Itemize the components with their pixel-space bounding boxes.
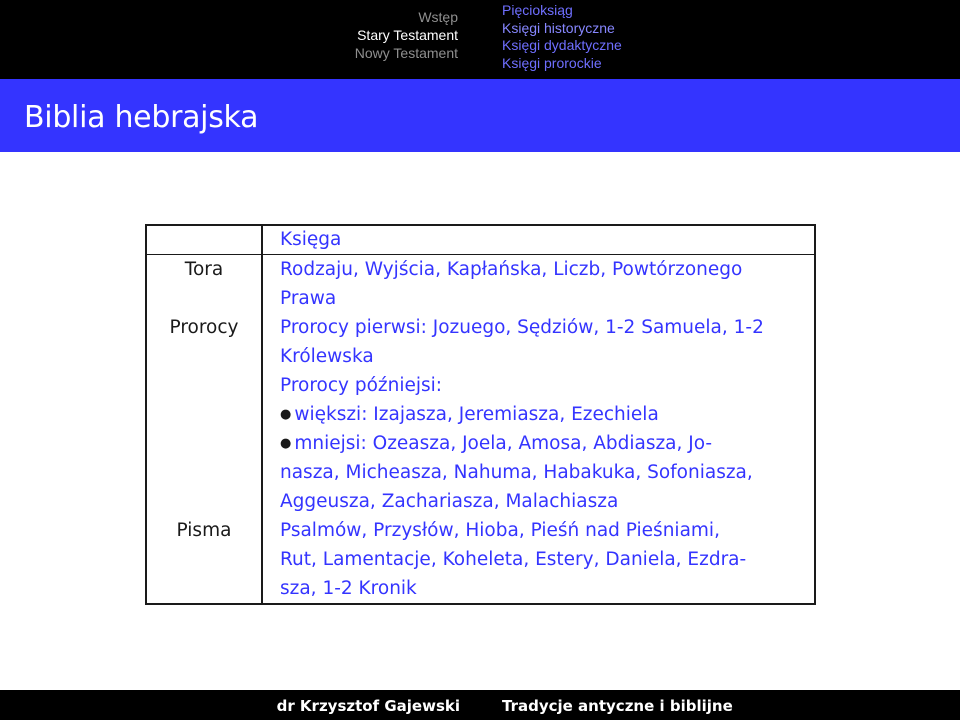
category-prorocy: Prorocy	[146, 313, 262, 516]
nav-subsection-ksiegi-prorockie[interactable]: Księgi prorockie	[502, 54, 602, 71]
book-line: Prawa	[280, 288, 337, 309]
nav-section-stary-testament[interactable]: Stary Testament	[357, 27, 458, 43]
book-line: sza, 1-2 Kronik	[280, 578, 417, 599]
books-prorocy	[262, 313, 815, 516]
table-header-ksiega: Księga	[280, 229, 342, 250]
footer-author: dr Krzysztof Gajewski	[276, 697, 460, 715]
book-line: nasza, Micheasza, Nahuma, Habakuka, Sofoniasza,	[280, 462, 753, 483]
section-nav	[0, 8, 480, 62]
subsection-nav	[502, 2, 622, 72]
book-line: Rodzaju, Wyjścia, Kapłańska, Liczb, Powtórzonego	[280, 259, 743, 280]
nav-subsection-ksiegi-historyczne[interactable]: Księgi historyczne	[502, 19, 615, 36]
frame-title-bar	[0, 79, 960, 152]
nav-subsection-ksiegi-dydaktyczne[interactable]: Księgi dydaktyczne	[502, 37, 622, 53]
books-tora	[262, 255, 815, 314]
nav-section-nowy-testament[interactable]: Nowy Testament	[354, 45, 458, 61]
books-pisma	[262, 516, 815, 604]
book-line: Prorocy późniejsi:	[280, 375, 443, 396]
book-line: Królewska	[280, 346, 374, 367]
table-header-empty-cell	[146, 225, 262, 255]
book-line: większi: Izajasza, Jeremiasza, Ezechiela	[294, 404, 659, 425]
books-table	[145, 224, 816, 605]
list-item	[280, 400, 800, 429]
header-navigation	[0, 0, 960, 79]
footer-course-title: Tradycje antyczne i biblijne	[502, 697, 733, 715]
category-pisma: Pisma	[146, 516, 262, 604]
nav-subsection-piecioksiag[interactable]: Pięcioksiąg	[502, 2, 573, 18]
list-item	[280, 429, 800, 458]
book-line: Rut, Lamentacje, Koheleta, Estery, Daniela, Ezdra-	[280, 549, 747, 570]
bullet-icon: ●	[280, 436, 292, 451]
book-line: Prorocy pierwsi: Jozuego, Sędziów, 1-2 Samuela, 1-2	[280, 317, 764, 338]
page-title: Biblia hebrajska	[24, 100, 259, 135]
book-line: Aggeusza, Zachariasza, Malachiasza	[280, 491, 619, 512]
book-line: mniejsi: Ozeasza, Joela, Amosa, Abdiasza, Jo-	[294, 433, 713, 454]
footer-bar	[0, 690, 960, 720]
table-header-row	[146, 225, 815, 255]
nav-section-wstep[interactable]: Wstęp	[418, 9, 458, 25]
book-line: Psalmów, Przysłów, Hioba, Pieśń nad Pieśniami,	[280, 520, 720, 541]
bullet-icon: ●	[280, 407, 292, 422]
table-row-prorocy	[146, 313, 815, 516]
category-tora: Tora	[146, 255, 262, 314]
table-row-pisma	[146, 516, 815, 604]
table-row-tora	[146, 255, 815, 314]
